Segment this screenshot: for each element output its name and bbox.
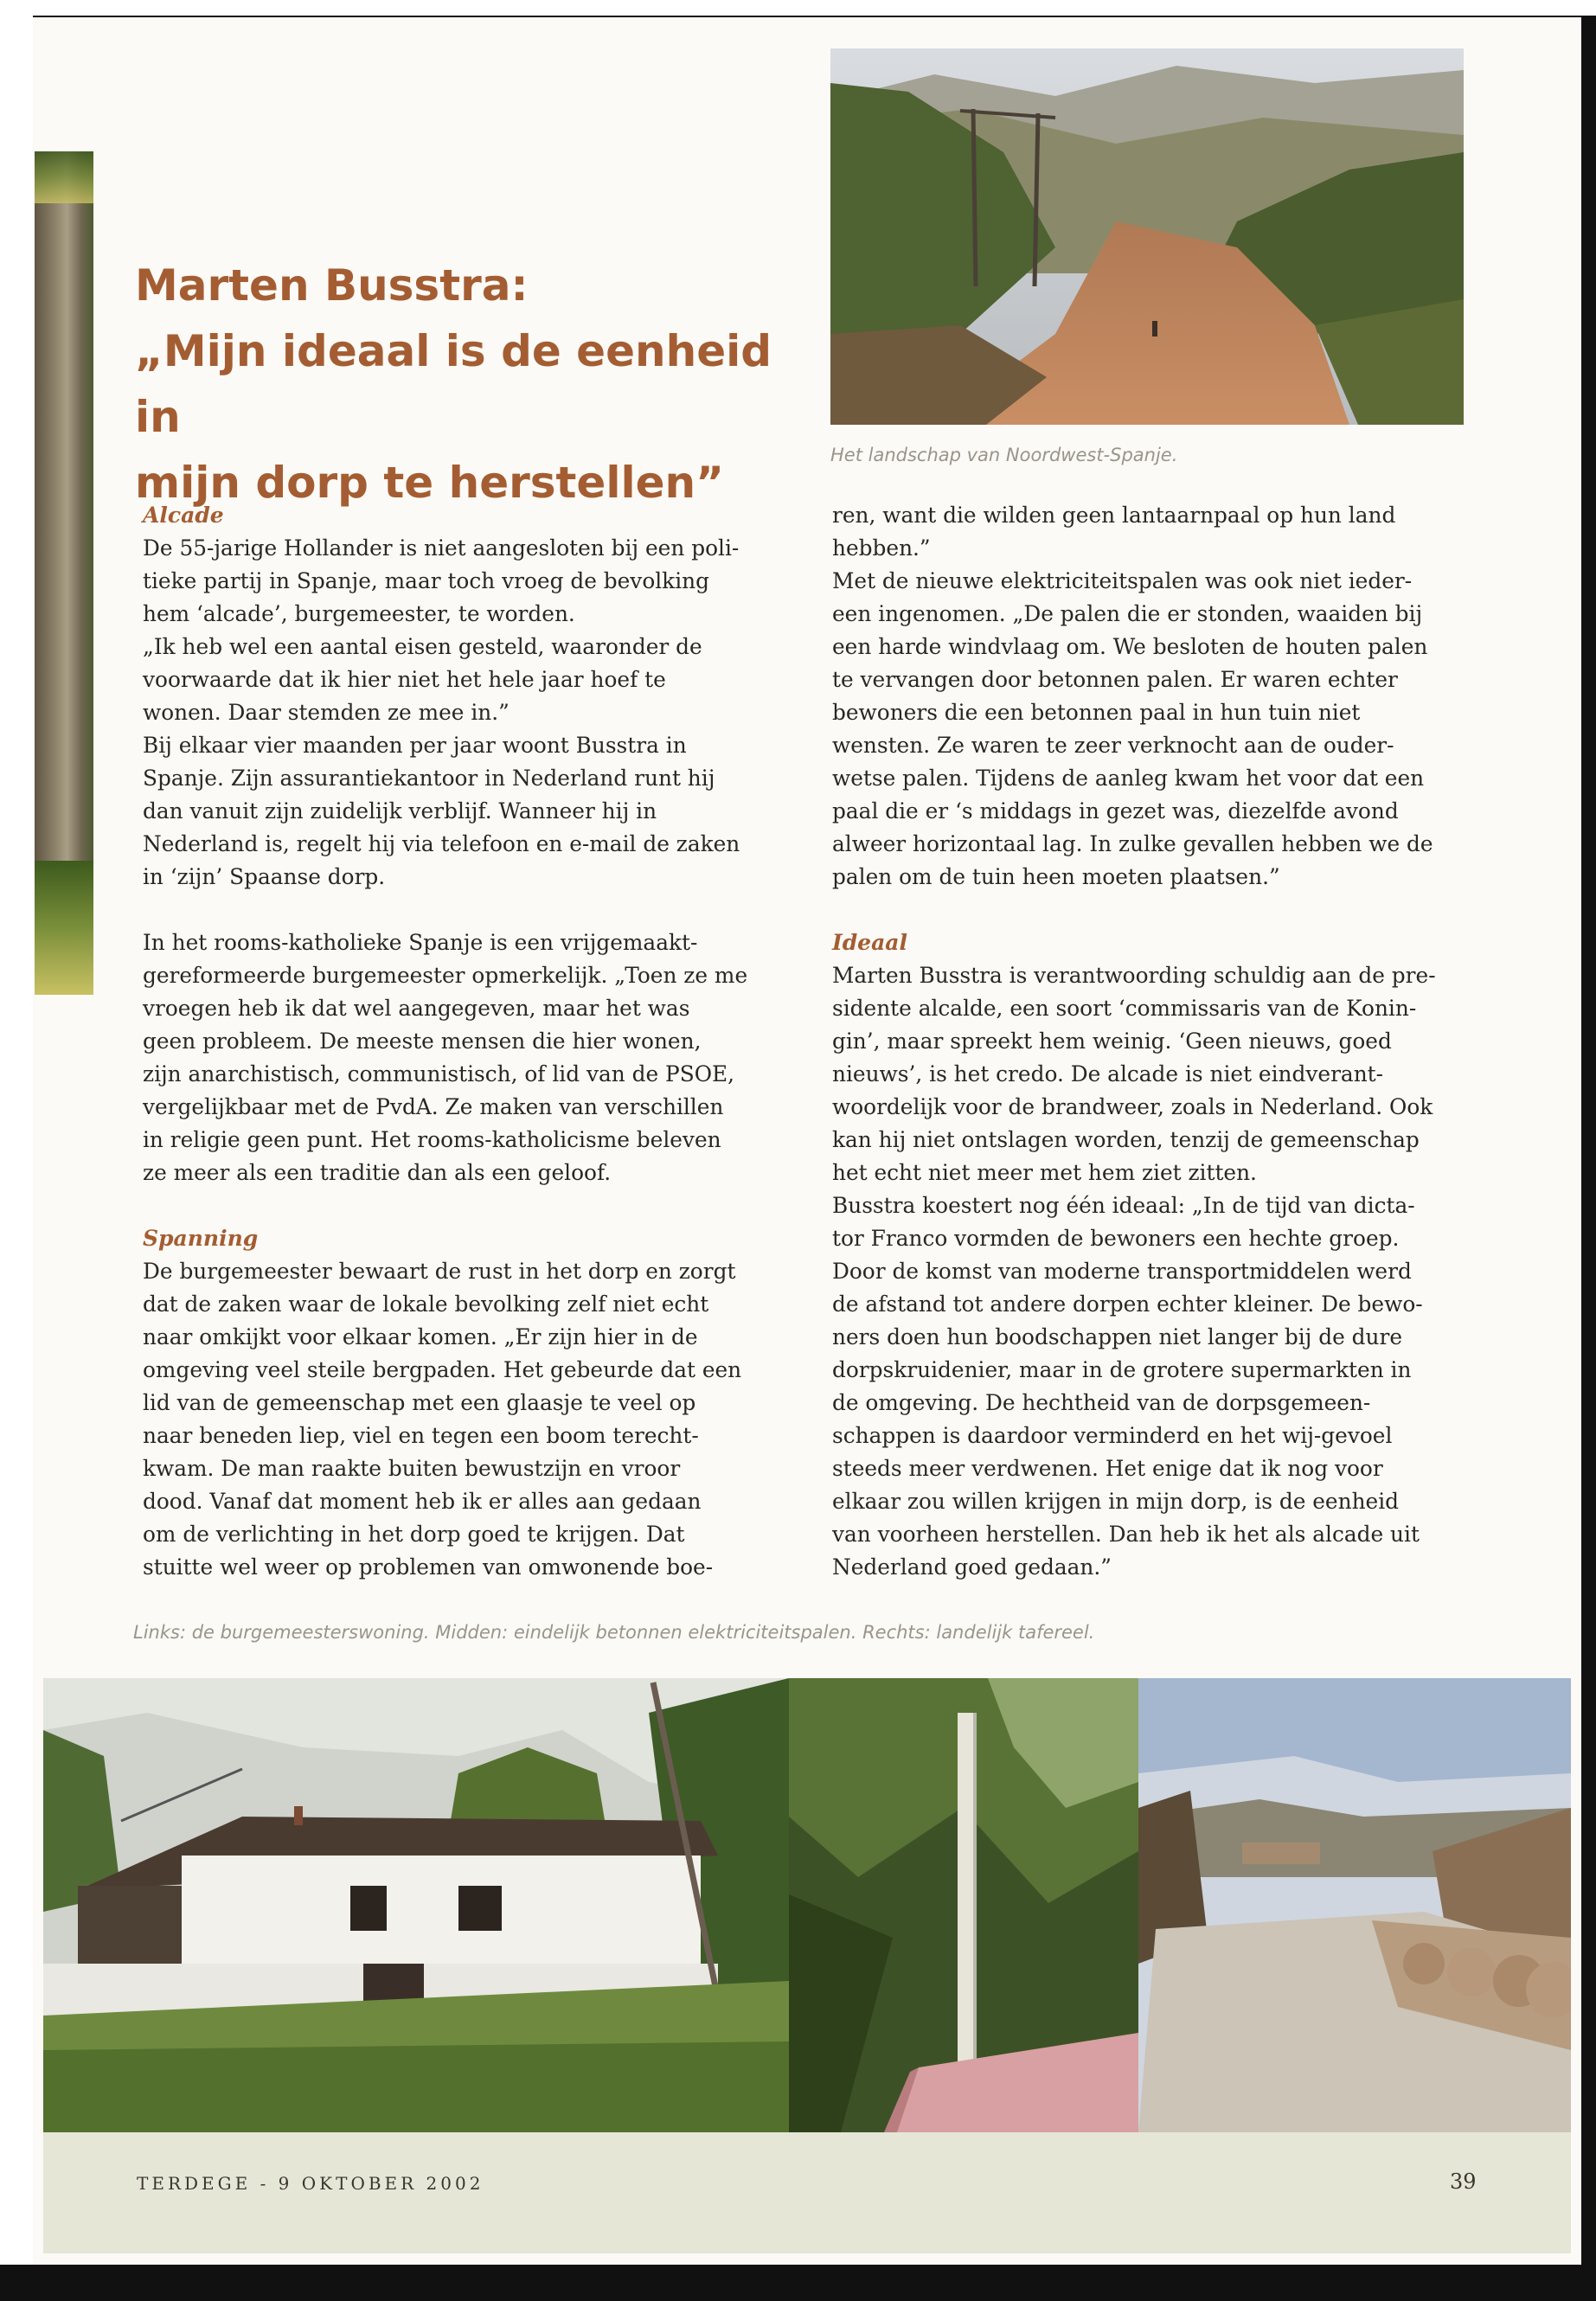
body-text-line: dorpskruidenier, maar in de grotere supermarkten in	[832, 1357, 1412, 1382]
body-text-line: in religie geen punt. Het rooms-katholicisme beleven	[143, 1127, 721, 1152]
paragraph-gap	[143, 894, 792, 926]
body-text-line: schappen is daardoor verminderd en het wij-gevoel	[832, 1423, 1393, 1448]
scan-border-bottom	[0, 2265, 1596, 2301]
headline-line-2: „Mijn ideaal is de eenheid in	[135, 326, 772, 442]
body-text-line: wetse palen. Tijdens de aanleg kwam het voor dat een	[832, 766, 1425, 791]
paragraph-gap	[143, 1189, 792, 1222]
left-text-column	[143, 499, 792, 1584]
body-text-line: vroegen heb ik dat wel aangegeven, maar het was	[143, 996, 690, 1021]
body-text-line: Nederland goed gedaan.”	[832, 1554, 1112, 1580]
body-text-line: omgeving veel steile bergpaden. Het gebeurde dat een	[143, 1357, 742, 1382]
bottom-photos-caption: Links: de burgemeesterswoning. Midden: eindelijk betonnen elektriciteitspalen. Rechts: landelijk tafereel.	[133, 1622, 1095, 1643]
body-text-line: stuitte wel weer op problemen van omwonende boe-	[143, 1554, 714, 1580]
body-text-line: voorwaarde dat ik hier niet het hele jaar hoef te	[143, 667, 666, 692]
section-subheading: Spanning	[143, 1226, 259, 1251]
headline-line-1: Marten Busstra:	[135, 260, 529, 311]
body-text-line: Nederland is, regelt hij via telefoon en e-mail de zaken	[143, 831, 740, 856]
edge-photo-strip	[35, 151, 93, 995]
scan-border-right	[1581, 16, 1596, 2282]
body-text-line: gereformeerde burgemeester opmerkelijk. „Toen ze me	[143, 963, 748, 988]
body-text-line: een ingenomen. „De palen die er stonden, waaiden bij	[832, 601, 1423, 626]
body-text-line: ners doen hun boodschappen niet langer bij de dure	[832, 1324, 1403, 1349]
body-text-line: van voorheen herstellen. Dan heb ik het als alcade uit	[832, 1522, 1420, 1547]
body-text-line: tieke partij in Spanje, maar toch vroeg de bevolking	[143, 568, 709, 593]
body-text-line: hebben.”	[832, 535, 931, 561]
headline-line-3: mijn dorp te herstellen”	[135, 458, 724, 508]
body-text-line: woordelijk voor de brandweer, zoals in Nederland. Ook	[832, 1094, 1433, 1119]
body-text-line: elkaar zou willen krijgen in mijn dorp, is de eenheid	[832, 1489, 1400, 1514]
body-text-line: sidente alcalde, een soort ‘commissaris van de Konin-	[832, 996, 1417, 1021]
concrete-pole-photo	[789, 1678, 1138, 2132]
body-text-line: paal die er ‘s middags in gezet was, diezelfde avond	[832, 798, 1399, 824]
body-text-line: Busstra koestert nog één ideaal: „In de tijd van dicta-	[832, 1193, 1415, 1218]
body-text-line: het echt niet meer met hem ziet zitten.	[832, 1160, 1257, 1185]
body-text-line: geen probleem. De meeste mensen die hier wonen,	[143, 1029, 702, 1054]
body-text-line: wonen. Daar stemden ze mee in.”	[143, 700, 510, 725]
body-text-line: om de verlichting in het dorp goed te krijgen. Dat	[143, 1522, 685, 1547]
body-text-line: tor Franco vormden de bewoners een hechte groep.	[832, 1226, 1400, 1251]
body-text-line: de afstand tot andere dorpen echter kleiner. De bewo-	[832, 1292, 1423, 1317]
body-text-line: zijn anarchistisch, communistisch, of lid van de PSOE,	[143, 1061, 735, 1086]
body-text-line: In het rooms-katholieke Spanje is een vrijgemaakt-	[143, 930, 698, 955]
body-text-line: wensten. Ze waren te zeer verknocht aan de ouder-	[832, 733, 1394, 758]
body-text-line: De burgemeester bewaart de rust in het dorp en zorgt	[143, 1259, 736, 1284]
body-text-line: Spanje. Zijn assurantiekantoor in Nederland runt hij	[143, 766, 715, 791]
body-text-line: dood. Vanaf dat moment heb ik er alles aan gedaan	[143, 1489, 702, 1514]
body-text-line: kan hij niet ontslagen worden, tenzij de gemeenschap	[832, 1127, 1420, 1152]
body-text-line: steeds meer verdwenen. Het enige dat ik nog voor	[832, 1456, 1383, 1481]
body-text-line: in ‘zijn’ Spaanse dorp.	[143, 864, 386, 889]
landscape-photo-caption: Het landschap van Noordwest-Spanje.	[830, 445, 1178, 465]
body-text-line: bewoners die een betonnen paal in hun tuin niet	[832, 700, 1361, 725]
right-text-column	[832, 499, 1481, 1584]
body-text-line: naar beneden liep, viel en tegen een boom terecht-	[143, 1423, 699, 1448]
body-text-line: Marten Busstra is verantwoording schuldig aan de pre-	[832, 963, 1436, 988]
body-text-line: „Ik heb wel een aantal eisen gesteld, waaronder de	[143, 634, 702, 659]
body-text-line: Met de nieuwe elektriciteitspalen was ook niet ieder-	[832, 568, 1413, 593]
page-number: 39	[1450, 2170, 1477, 2194]
mayor-house-photo	[43, 1678, 789, 2132]
body-text-line: gin’, maar spreekt hem weinig. ‘Geen nieuws, goed	[832, 1029, 1392, 1054]
body-text-line: naar omkijkt voor elkaar komen. „Er zijn hier in de	[143, 1324, 698, 1349]
body-text-line: ren, want die wilden geen lantaarnpaal op hun land	[832, 503, 1396, 528]
body-text-line: alweer horizontaal lag. In zulke gevallen hebben we de	[832, 831, 1433, 856]
body-text-line: Door de komst van moderne transportmiddelen werd	[832, 1259, 1412, 1284]
landscape-photo	[830, 48, 1464, 425]
article-headline	[135, 253, 810, 516]
publication-folio: TERDEGE - 9 OKTOBER 2002	[137, 2173, 484, 2194]
body-text-line: palen om de tuin heen moeten plaatsen.”	[832, 864, 1280, 889]
body-text-line: ze meer als een traditie dan als een geloof.	[143, 1160, 612, 1185]
body-text-line: nieuws’, is het credo. De alcade is niet eindverant-	[832, 1061, 1384, 1086]
body-text-line: hem ‘alcade’, burgemeester, te worden.	[143, 601, 575, 626]
body-text-line: vergelijkbaar met de PvdA. Ze maken van verschillen	[143, 1094, 724, 1119]
body-text-line: dan vanuit zijn zuidelijk verblijf. Wanneer hij in	[143, 798, 657, 824]
section-subheading: Ideaal	[832, 930, 907, 955]
paragraph-gap	[832, 894, 1481, 926]
body-text-line: een harde windvlaag om. We besloten de houten palen	[832, 634, 1428, 659]
body-text-line: de omgeving. De hechtheid van de dorpsgemeen-	[832, 1390, 1371, 1415]
body-text-line: De 55-jarige Hollander is niet aangesloten bij een poli-	[143, 535, 740, 561]
section-subheading: Alcade	[143, 503, 224, 528]
body-text-line: te vervangen door betonnen palen. Er waren echter	[832, 667, 1398, 692]
body-text-line: lid van de gemeenschap met een glaasje te veel op	[143, 1390, 696, 1415]
body-text-line: Bij elkaar vier maanden per jaar woont Busstra in	[143, 733, 687, 758]
rural-sheep-photo	[1138, 1678, 1571, 2132]
body-text-line: dat de zaken waar de lokale bevolking zelf niet echt	[143, 1292, 709, 1317]
body-text-line: kwam. De man raakte buiten bewustzijn en vroor	[143, 1456, 681, 1481]
